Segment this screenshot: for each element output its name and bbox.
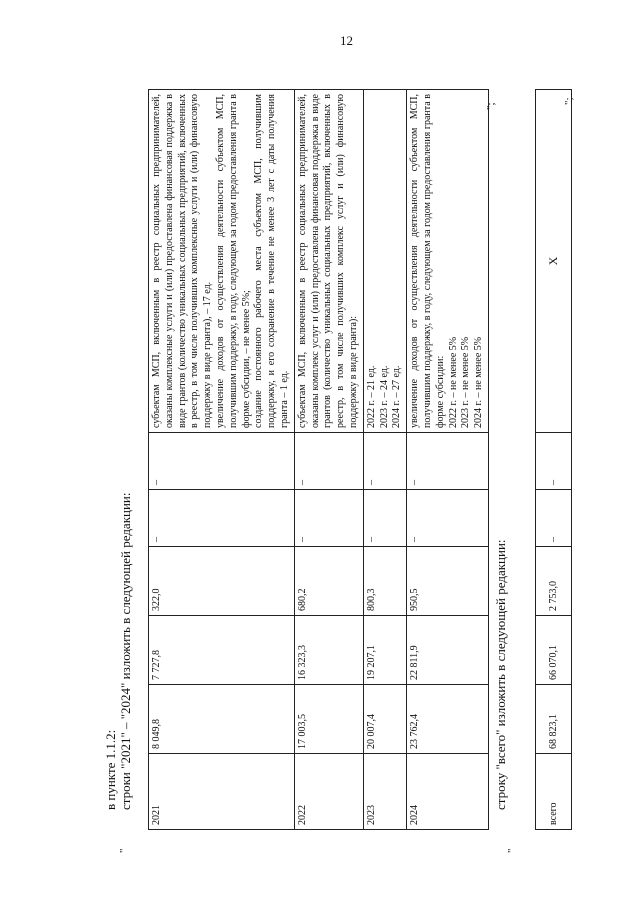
amount-local-cell: – bbox=[363, 490, 406, 547]
result-text: 2024 г. – не менее 5% bbox=[473, 336, 485, 428]
amount-federal-cell: 16 323,3 bbox=[294, 616, 363, 685]
amount-regional-cell: 950,5 bbox=[407, 547, 489, 616]
year-cell: 2021 bbox=[149, 754, 295, 830]
amount-other-cell: – bbox=[536, 433, 572, 490]
result-text: 2023 г. – 24 ед. bbox=[378, 365, 390, 428]
amount-regional-cell: 680,2 bbox=[294, 547, 363, 616]
quote-open: " bbox=[118, 848, 130, 853]
result-text-cell bbox=[149, 90, 295, 433]
result-text: 2022 г. – 21 ед. bbox=[365, 365, 377, 428]
amount-total-cell: 20 007,4 bbox=[363, 685, 406, 754]
amount-federal-cell: 22 811,9 bbox=[407, 616, 489, 685]
intro-line-3: строку "всего" изложить в следующей редакции: bbox=[493, 539, 508, 810]
result-text-cell bbox=[407, 90, 489, 433]
amount-federal-cell: 7 727,8 bbox=[149, 616, 295, 685]
result-text-cell bbox=[294, 90, 363, 433]
result-text: увеличение доходов от осуществления деятельности субъектом МСП, получившим поддержку, в году, следующем за годом предоставления гранта в форме субсидии: bbox=[409, 94, 446, 428]
result-text-cell: Х bbox=[536, 90, 572, 433]
year-cell: 2024 bbox=[407, 754, 489, 830]
amount-other-cell: – bbox=[294, 433, 363, 490]
table-row bbox=[536, 90, 572, 830]
amount-local-cell: – bbox=[294, 490, 363, 547]
table-row bbox=[363, 90, 406, 830]
amount-local-cell: – bbox=[536, 490, 572, 547]
quote-open: " bbox=[506, 848, 518, 853]
table-row bbox=[407, 90, 489, 830]
amount-other-cell: – bbox=[407, 433, 489, 490]
result-text: 2024 г. – 27 ед. bbox=[391, 365, 403, 428]
years-table bbox=[148, 89, 489, 830]
page-number: 12 bbox=[340, 33, 353, 48]
amount-regional-cell: 2 753,0 bbox=[536, 547, 572, 616]
total-label-cell: всего bbox=[536, 754, 572, 830]
amount-regional-cell: 800,3 bbox=[363, 547, 406, 616]
year-cell: 2023 bbox=[363, 754, 406, 830]
result-text: создание постоянного рабочего места субъектом МСП, получившим поддержку, и его сохранение в течение не менее 3 лет с даты получения гранта – 1 ед. bbox=[253, 94, 290, 428]
year-cell: 2022 bbox=[294, 754, 363, 830]
result-text: 2023 г. – не менее 5% bbox=[460, 336, 472, 428]
result-text: субъектам МСП, включенным в реестр социальных предпринимателей, оказаны комплекс услуг и (или) предоставлена финансовая поддержка в виде грантов (количество уникальных социальных предприятий, включенных в реестр, в том числе получивших комплекс услуг и (или) финансовую поддержку в виде гранта): bbox=[296, 94, 359, 428]
amount-other-cell: – bbox=[149, 433, 295, 490]
result-text: увеличение доходов от осуществления деятельности субъектом МСП, получившим поддержку, в году, следующем за годом предоставления гранта в форме субсидии, – не менее 5%; bbox=[214, 94, 252, 428]
amount-regional-cell: 322,0 bbox=[149, 547, 295, 616]
quote-close: "; bbox=[563, 97, 575, 105]
amount-total-cell: 68 823,1 bbox=[536, 685, 572, 754]
result-text: субъектам МСП, включенным в реестр социальных предпринимателей, оказаны комплексные услуги и (или) предоставлена финансовая поддержка в виде грантов (количество уникальных социальных предприятий, включенных в реестр, в том числе получивших комплексные услуги и (или) финансовую поддержку в виде гранта), – 17 ед. bbox=[151, 94, 214, 428]
amount-total-cell: 23 762,4 bbox=[407, 685, 489, 754]
quote-close: "; bbox=[485, 102, 497, 110]
amount-other-cell: – bbox=[363, 433, 406, 490]
amount-total-cell: 8 049,8 bbox=[149, 685, 295, 754]
intro-line-2: строки "2021" – "2024" изложить в следующей редакции: bbox=[118, 492, 133, 810]
total-table bbox=[535, 89, 572, 830]
result-text: 2022 г. – не менее 5% bbox=[447, 336, 459, 428]
intro-line-1: в пункте 1.1.2: bbox=[103, 729, 118, 810]
table-row bbox=[294, 90, 363, 830]
table-row bbox=[149, 90, 295, 830]
amount-total-cell: 17 003,5 bbox=[294, 685, 363, 754]
amount-local-cell: – bbox=[407, 490, 489, 547]
amount-federal-cell: 66 070,1 bbox=[536, 616, 572, 685]
result-text-cell bbox=[363, 90, 406, 433]
amount-local-cell: – bbox=[149, 490, 295, 547]
amount-federal-cell: 19 207,1 bbox=[363, 616, 406, 685]
